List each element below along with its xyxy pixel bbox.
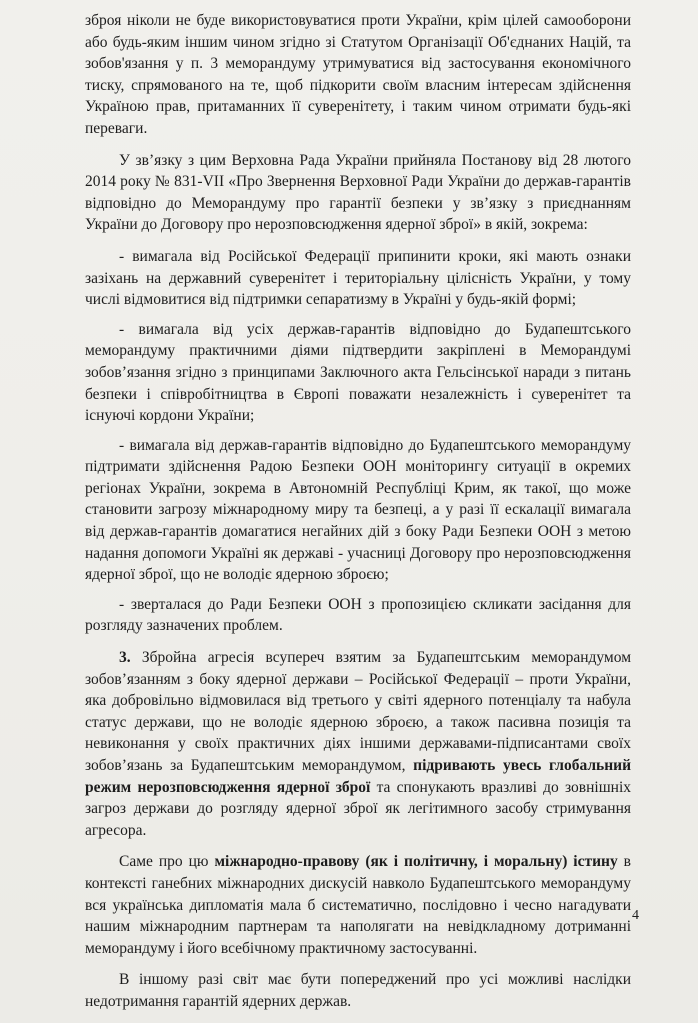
list-item-appeal-security-council <box>85 594 631 637</box>
list-item-demand-guarantors <box>85 319 631 427</box>
paragraph-warning <box>85 969 631 1012</box>
document-body <box>85 10 631 1023</box>
text-segment: - зверталася до Ради Безпеки ООН з пропозицією скликати засідання для розгляду зазначених проблем. <box>85 595 631 635</box>
page-number: 4 <box>632 908 639 923</box>
paragraph-continuation <box>85 10 631 140</box>
paragraph-truth <box>85 851 631 959</box>
text-segment: - вимагала від усіх держав-гарантів відповідно до Будапештського меморандуму практичними діями підтвердити закріплені в Меморандумі зобов’язання згідно з принципами Заключного акта Гельсінської наради з питань безпеки і співробітництва в Європі поважати незалежність і суверенітет та існуючі кордони України; <box>85 320 631 425</box>
text-segment: в контексті ганебних міжнародних дискусій навколо Будапештського меморандуму вся українська дипломатія мала б систематично, послідовно і чесно нагадувати нашим міжнародним партнерам та наполягати на невідкладному дотриманні меморандуму і його всебічному практичному застосуванні. <box>85 853 631 957</box>
section-number: 3. <box>119 649 131 667</box>
text-segment: та спонукають вразливі до зовнішніх загроз держави до розгляду ядерної зброї як легітимного засобу стримування агресора. <box>85 778 631 839</box>
text-segment: - вимагала від Російської Федерації припинити кроки, які мають ознаки зазіхань на державний суверенітет і територіальну цілісність України, у тому числі відмовитися від підтримки сепаратизму в Україні у будь-якій формі; <box>85 247 631 309</box>
paragraph-section-3 <box>85 647 631 841</box>
text-segment: зброя ніколи не буде використовуватися проти України, крім цілей самооборони або будь-яким іншим чином згідно зі Статутом Організації Об'єднаних Націй, та зобов'язання у п. 3 меморандуму утримуватися від застосування економічного тиску, спрямованого на те, щоб підкорити своїм власним інтересам здійснення Україною прав, притаманних її суверенітету, і таким чином отримати будь-які переваги. <box>85 12 631 137</box>
bold-emphasis: міжнародно-правову (як і політичну, і моральну) істину <box>214 853 618 871</box>
list-item-demand-russia <box>85 246 631 311</box>
text-segment: У зв’язку з цим Верховна Рада України прийняла Постанову від 28 лютого 2014 року № 831-VII «Про Звернення Верховної Ради України до держав-гарантів відповідно до Меморандуму про гарантії безпеки у зв’язку з приєднанням України до Договору про нерозповсюдження ядерної зброї» в якій, зокрема: <box>85 151 631 234</box>
text-segment: Саме про цю <box>119 853 215 871</box>
bold-emphasis: підривають увесь глобальний режим нерозповсюдження ядерної зброї <box>85 757 632 796</box>
list-item-demand-monitoring <box>85 435 631 586</box>
text-segment: - вимагала від держав-гарантів відповідно до Будапештського меморандуму підтримати здійснення Радою Безпеки ООН моніторингу ситуації в окремих регіонах України, зокрема в Автономній Республіці Крим, як такої, що може становити загрозу міжнародному миру та безпеці, а у разі її ескалації вимагала від держав-гарантів домагатися негайних дій з боку Ради Безпеки ООН з метою надання допомоги Україні як державі - учасниці Договору про нерозповсюдження ядерної зброї, що не володіє ядерною зброєю; <box>85 436 631 584</box>
text-segment: В іншому разі світ має бути попереджений про усі можливі наслідки недотримання гарантій ядерних держав. <box>85 971 631 1010</box>
text-segment: Збройна агресія всупереч взятим за Будапештським меморандумом зобов’язанням з боку ядерної держави – Російської Федерації – проти України, яка добровільно відмовилася від третього у світі ядерного потенціалу та набула статус держави, що не володіє ядерною зброєю, а також пасивна позиція та невиконання у своїх практичних діях іншими державами-підписантами своїх зобов’язань за Будапештським меморандумом, <box>85 649 631 774</box>
paragraph-resolution <box>85 150 631 236</box>
